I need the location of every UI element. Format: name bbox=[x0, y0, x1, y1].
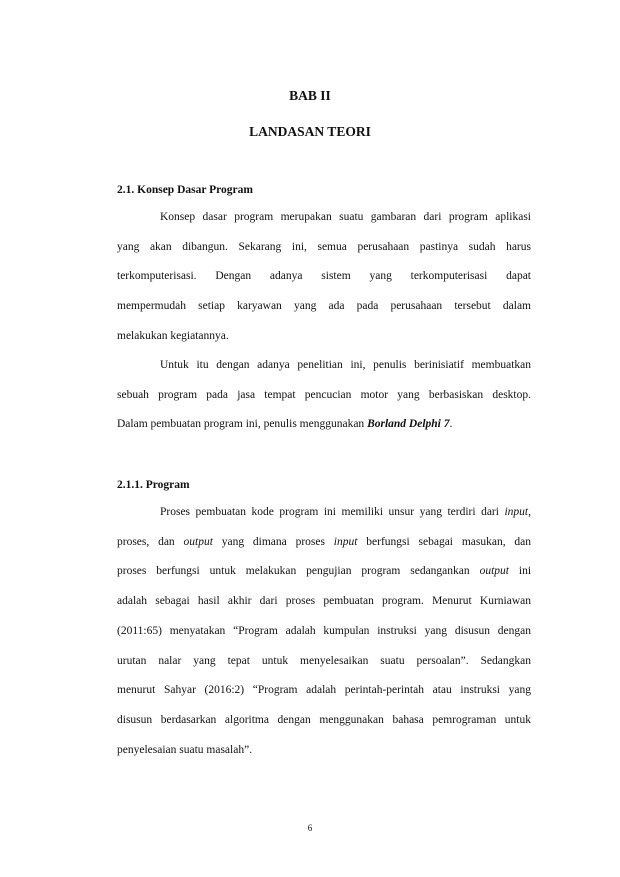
text-line: yang akan dibangun. Sekarang ini, semua perusahaan pastinya sudah harus bbox=[117, 240, 531, 253]
text-segment: proses berfungsi untuk melakukan pengujian program sedangankan bbox=[117, 565, 470, 578]
text-segment: Proses pembuatan kode program ini memiliki unsur yang terdiri dari bbox=[160, 506, 499, 518]
text-line: (2011:65) menyatakan “Program adalah kumpulan instruksi yang disusun dengan bbox=[117, 624, 531, 637]
text-segment: Dalam pembuatan program ini, penulis menggunakan bbox=[117, 418, 365, 431]
chapter-title: LANDASAN TEORI bbox=[249, 124, 371, 139]
text-line bbox=[117, 528, 531, 558]
text-line: Untuk itu dengan adanya penelitian ini, penulis berinisiatif membuatkan bbox=[160, 359, 531, 371]
paragraph-program bbox=[117, 498, 531, 765]
text-line: adalah sebagai hasil akhir dari proses pembuatan program. Menurut Kurniawan bbox=[117, 595, 531, 608]
term-italic: output bbox=[479, 565, 509, 578]
text-line: terkomputerisasi. Dengan adanya sistem yang terkomputerisasi dapat bbox=[117, 270, 531, 283]
text-segment: . bbox=[449, 418, 453, 431]
paragraph-konsep-2 bbox=[117, 351, 531, 440]
paragraph-konsep-1 bbox=[117, 203, 531, 352]
text-line bbox=[117, 557, 531, 587]
text-line: melakukan kegiatannya. bbox=[117, 329, 229, 342]
text-line bbox=[117, 498, 531, 528]
chapter-number: BAB II bbox=[289, 88, 331, 103]
term-italic: input bbox=[504, 506, 529, 518]
page-number: 6 bbox=[307, 823, 313, 833]
text-line: mempermudah setiap karyawan yang ada pada perusahaan tersebut dalam bbox=[117, 300, 531, 313]
text-segment: berfungsi sebagai masukan, dan bbox=[366, 535, 532, 548]
text-line bbox=[117, 410, 531, 440]
section-heading-2-1-1: 2.1.1. Program bbox=[117, 479, 190, 491]
text-segment: , bbox=[528, 506, 531, 518]
text-segment: ini bbox=[518, 565, 532, 578]
text-line: penyelesaian suatu masalah”. bbox=[117, 743, 253, 756]
text-line: disusun berdasarkan algoritma dengan menggunakan bahasa pemrograman untuk bbox=[117, 713, 531, 726]
text-line: Konsep dasar program merupakan suatu gambaran dari program aplikasi bbox=[160, 211, 531, 223]
text-line: sebuah program pada jasa tempat pencucian motor yang berbasiskan desktop. bbox=[117, 388, 531, 401]
text-segment: proses, dan bbox=[117, 535, 175, 548]
software-name: Borland Delphi 7 bbox=[367, 418, 450, 431]
text-line: menurut Sahyar (2016:2) “Program adalah perintah-perintah atau instruksi yang bbox=[117, 684, 531, 697]
term-italic: output bbox=[183, 535, 213, 548]
term-italic: input bbox=[333, 535, 358, 548]
section-heading-2-1: 2.1. Konsep Dasar Program bbox=[117, 184, 253, 196]
text-segment: yang dimana proses bbox=[221, 535, 325, 548]
text-line: urutan nalar yang tepat untuk menyelesaikan suatu persoalan”. Sedangkan bbox=[117, 654, 531, 667]
